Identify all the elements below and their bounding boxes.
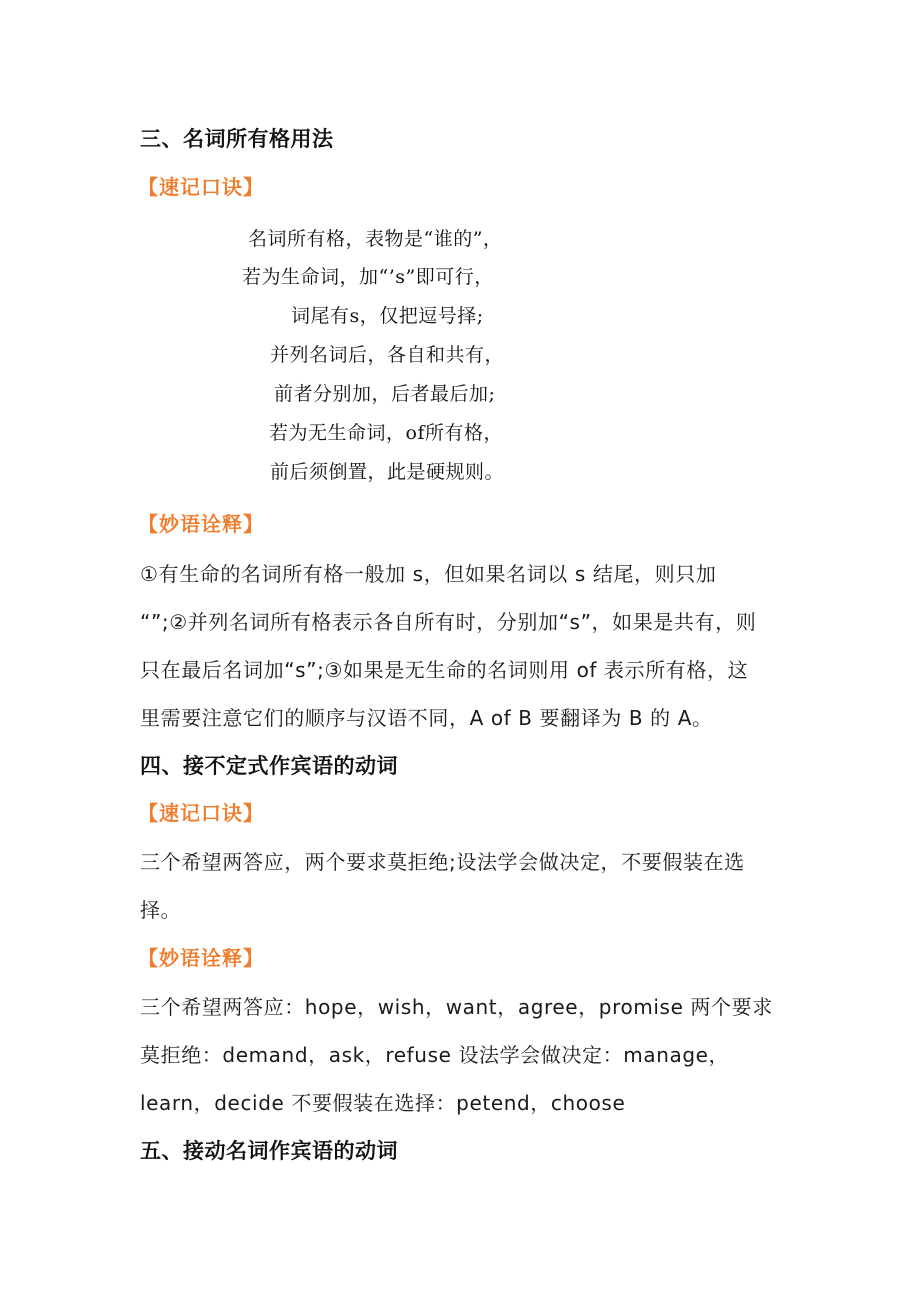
section4-explain-line: 莫拒绝：demand，ask，refuse 设法学会做决定：manage， <box>140 1043 730 1067</box>
section5-heading: 五、接动名词作宾语的动词 <box>140 1139 398 1163</box>
section4-mnemonic-tag: 【速记口诀】 <box>138 801 264 825</box>
poem-line: 词尾有s，仅把逗号择; <box>291 305 484 327</box>
section3-explain-line: ①有生命的名词所有格一般加 s，但如果名词以 s 结尾，则只加 <box>140 562 717 586</box>
section3-explain-tag: 【妙语诠释】 <box>138 512 264 536</box>
section3-explain-line: 里需要注意它们的顺序与汉语不同，A of B 要翻译为 B 的 A。 <box>140 706 713 730</box>
poem-line: 前者分别加，后者最后加; <box>274 383 496 405</box>
poem-line: 前后须倒置，此是硬规则。 <box>270 461 505 483</box>
section4-explain-tag: 【妙语诠释】 <box>138 946 264 970</box>
section4-explain-line: learn，decide 不要假装在选择：petend，choose <box>140 1091 626 1115</box>
section3-mnemonic-tag: 【速记口诀】 <box>138 175 264 199</box>
section3-heading: 三、名词所有格用法 <box>140 127 334 151</box>
poem-line: 并列名词后，各自和共有， <box>270 344 505 366</box>
section4-mnemonic-line: 三个希望两答应，两个要求莫拒绝;设法学会做决定，不要假装在选 <box>140 850 745 874</box>
poem-line: 若为生命词，加“’s”即可行， <box>242 266 494 288</box>
poem-line: 名词所有格，表物是“谁的”， <box>248 228 503 250</box>
section4-mnemonic-line: 择。 <box>140 898 182 922</box>
poem-line: 若为无生命词，of所有格， <box>269 422 503 444</box>
section4-explain-line: 三个希望两答应：hope，wish，want，agree，promise 两个要求 <box>140 995 773 1019</box>
section3-explain-line: 只在最后名词加“s”;③如果是无生命的名词则用 of 表示所有格，这 <box>140 658 749 682</box>
section4-heading: 四、接不定式作宾语的动词 <box>140 754 398 778</box>
section3-explain-line: “”;②并列名词所有格表示各自所有时，分别加“s”，如果是共有，则 <box>140 610 757 634</box>
